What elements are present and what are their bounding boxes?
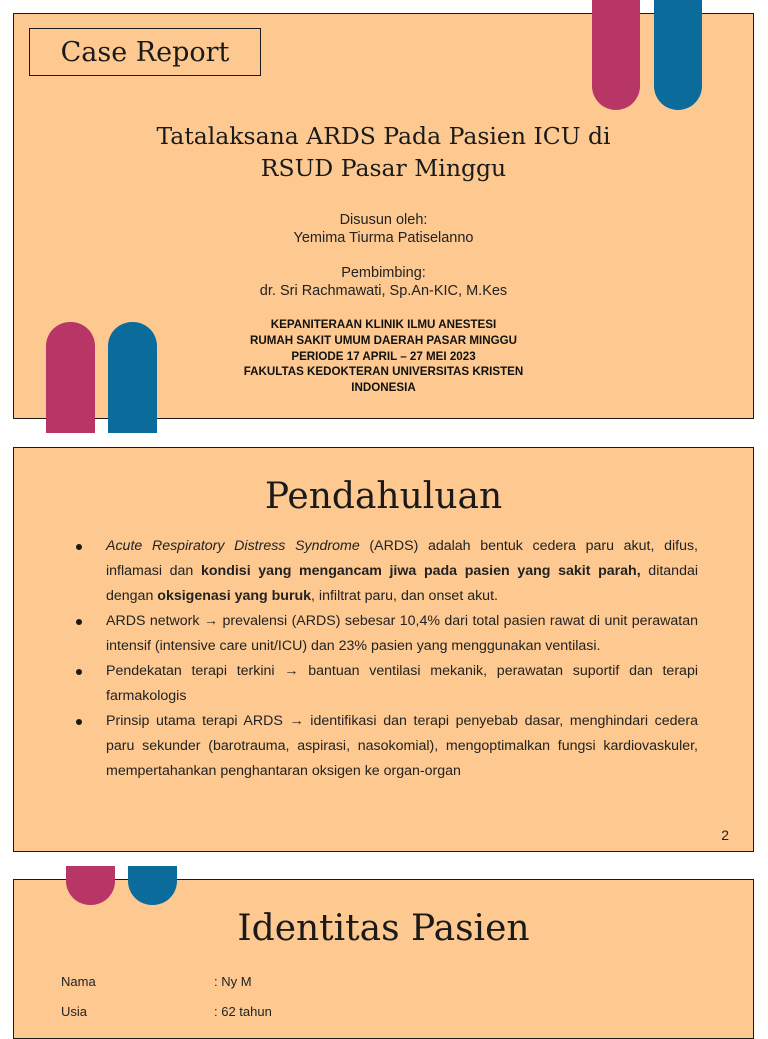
section-title: Identitas Pasien bbox=[237, 908, 530, 949]
identity-row bbox=[61, 974, 252, 989]
supervisor-name: dr. Sri Rachmawati, Sp.An-KIC, M.Kes bbox=[259, 283, 508, 299]
institution-line: FAKULTAS KEDOKTERAN UNIVERSITAS KRISTEN bbox=[243, 365, 524, 379]
bullet-dot-icon bbox=[76, 719, 82, 725]
institution-line: RUMAH SAKIT UMUM DAERAH PASAR MINGGU bbox=[249, 333, 518, 347]
bullet-text: , infiltrat paru, dan onset akut. bbox=[311, 588, 498, 604]
bullet-item bbox=[76, 709, 698, 784]
bullet-dot-icon bbox=[76, 544, 82, 550]
bullet-dot-icon bbox=[76, 669, 82, 675]
bullet-text: (ARDS) adalah bentuk cedera paru akut, difus, inflamasi dan bbox=[106, 538, 698, 579]
decorative-blue-pill-icon bbox=[654, 0, 702, 110]
decorative-pink-pill-icon bbox=[46, 322, 95, 433]
slide-patient-identity bbox=[13, 879, 754, 1039]
report-title-line: Tatalaksana ARDS Pada Pasien ICU di bbox=[156, 122, 611, 150]
identity-value: : Ny M bbox=[214, 974, 252, 989]
bullet-text: Pendekatan terapi terkini → bantuan ventilasi mekanik, perawatan suportif dan terapi farmakologis bbox=[106, 663, 698, 704]
bullet-text: ditandai dengan bbox=[106, 563, 699, 604]
decorative-pink-pill-icon bbox=[592, 0, 640, 110]
institution-block bbox=[174, 317, 593, 396]
case-report-label: Case Report bbox=[29, 28, 261, 76]
bullet-item bbox=[76, 534, 698, 609]
section-title: Pendahuluan bbox=[264, 476, 503, 517]
institution-line: KEPANITERAAN KLINIK ILMU ANESTESI bbox=[270, 318, 497, 331]
bullet-item bbox=[76, 659, 698, 709]
decorative-blue-pill-icon bbox=[108, 322, 157, 433]
institution-line: INDONESIA bbox=[351, 381, 416, 395]
author-label: Disusun oleh: bbox=[339, 212, 428, 228]
page-number: 2 bbox=[721, 827, 729, 843]
supervisor-label: Pembimbing: bbox=[341, 265, 426, 281]
bullet-list bbox=[76, 534, 698, 784]
author-block bbox=[74, 211, 693, 247]
identity-value: : 62 tahun bbox=[214, 1004, 272, 1019]
bullet-text: ARDS network → prevalensi (ARDS) sebesar 10,4% dari total pasien rawat di unit perawatan intensif (intensive care unit/ICU) dan 23% pasien yang menggunakan ventilasi. bbox=[106, 613, 698, 654]
institution-line: PERIODE 17 APRIL – 27 MEI 2023 bbox=[291, 349, 476, 363]
identity-label: Usia bbox=[61, 1004, 88, 1019]
author-name: Yemima Tiurma Patiselanno bbox=[293, 230, 474, 246]
bullet-item bbox=[76, 609, 698, 659]
identity-label: Nama bbox=[61, 974, 96, 989]
bullet-emphasis: oksigenasi yang buruk bbox=[157, 588, 312, 604]
identity-row bbox=[61, 1004, 272, 1019]
bullet-emphasis: kondisi yang mengancam jiwa pada pasien yang sakit parah, bbox=[200, 563, 641, 579]
bullet-text: Prinsip utama terapi ARDS → identifikasi dan terapi penyebab dasar, menghindari cedera paru sekunder (barotrauma, aspirasi, nasokomial), mengoptimalkan fungsi kardiovaskuler, mempertahankan penghantaran oksigen ke organ-organ bbox=[106, 713, 698, 779]
supervisor-block bbox=[74, 264, 693, 300]
report-title-line: RSUD Pasar Minggu bbox=[260, 154, 507, 182]
term-italic: Acute Respiratory Distress Syndrome bbox=[106, 538, 360, 554]
bullet-dot-icon bbox=[76, 619, 82, 625]
slide-introduction bbox=[13, 447, 754, 852]
report-title bbox=[74, 120, 693, 184]
